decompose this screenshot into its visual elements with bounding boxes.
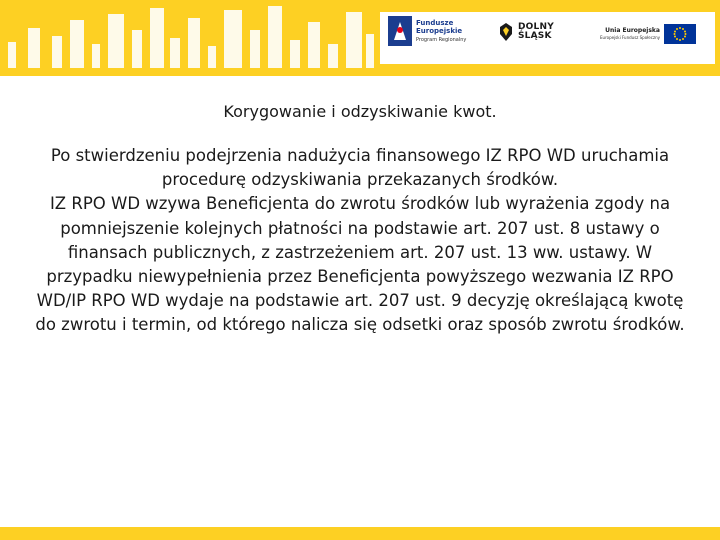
- ds-line1: DOLNY: [518, 22, 554, 32]
- eagle-icon: [498, 22, 514, 42]
- fe-line1: Fundusze: [416, 18, 454, 27]
- ue-subtitle: Europejski Fundusz Społeczny: [600, 35, 660, 40]
- slide-title: Korygowanie i odzyskiwanie kwot.: [223, 102, 497, 121]
- fundusze-europejskie-logo: [388, 16, 466, 46]
- paragraph-2: IZ RPO WD wzywa Beneficjenta do zwrotu środków lub wyrażenia zgody na pomniejszenie kolejnych płatności na podstawie art. 207 ust. 8 ustawy o finansach publicznych, z zastrzeżeniem art. 207 ust. 13 ww. ustawy. W przypadku niewypełnienia przez Beneficjenta powyższego wezwania IZ RPO WD/IP RPO WD wydaje na podstawie art. 207 ust. 9 decyzję określającą kwotę do zwrotu i termin, od którego nalicza się odsetki oraz sposób zwrotu środków.: [35, 194, 685, 335]
- unia-europejska-logo: [600, 24, 696, 44]
- ds-line2: ŚLĄSK: [518, 31, 552, 41]
- ue-title: Unia Europejska: [605, 27, 660, 34]
- header-band: [0, 0, 720, 76]
- dolny-slask-logo: [498, 22, 554, 42]
- slide-content: [30, 100, 690, 338]
- fe-star-icon: [388, 16, 412, 46]
- fe-line3: Program Regionalny: [416, 36, 467, 43]
- eu-flag-icon: [664, 24, 696, 44]
- fe-line2: Europejskie: [416, 26, 463, 35]
- paragraph-1: Po stwierdzeniu podejrzenia nadużycia finansowego IZ RPO WD uruchamia procedurę odzyskiwania przekazanych środków.: [50, 146, 670, 190]
- footer-band: [0, 527, 720, 540]
